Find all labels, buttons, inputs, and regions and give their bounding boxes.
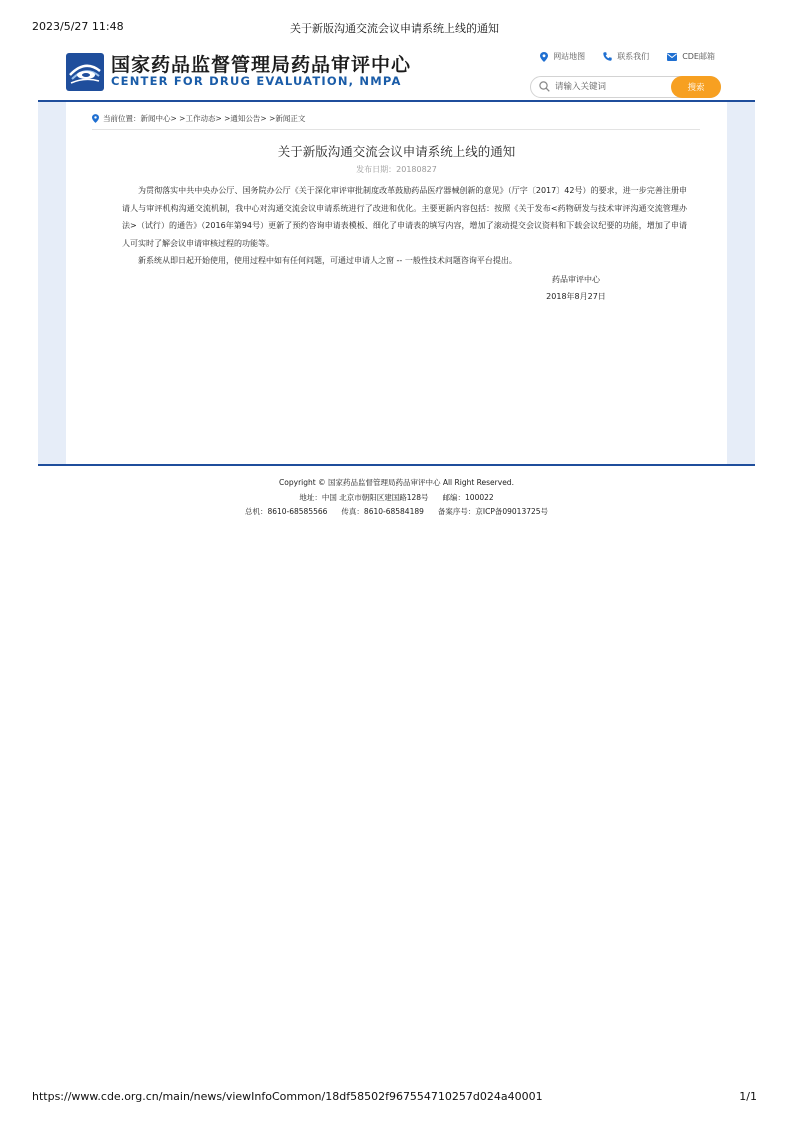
signature: 药品审评中心 <box>552 275 600 284</box>
contact-link[interactable] <box>603 51 649 62</box>
site-title-en[interactable]: CENTER FOR DRUG EVALUATION, NMPA <box>111 74 402 88</box>
top-links <box>540 51 715 62</box>
fax: 传真：8610-68584189 <box>341 507 424 516</box>
print-footer <box>32 1090 757 1104</box>
sitemap-link[interactable] <box>540 51 585 62</box>
content-frame <box>38 102 755 464</box>
site-header <box>38 44 755 100</box>
envelope-icon <box>667 53 677 61</box>
print-page-title: 关于新版沟通交流会议申请系统上线的通知 <box>290 22 499 35</box>
address: 地址：中国 北京市朝阳区建国路128号 <box>299 492 429 502</box>
sitemap-label: 网站地图 <box>553 52 586 61</box>
article-signature-block <box>506 271 646 305</box>
search-button[interactable]: 搜索 <box>671 76 721 98</box>
location-pin-icon <box>92 114 99 123</box>
site-title-cn[interactable]: 国家药品监督管理局药品审评中心 <box>111 54 412 76</box>
print-url: https://www.cde.org.cn/main/news/viewInfoCommon/18df58502f967554710257d024a40001 <box>32 1090 543 1103</box>
postcode: 邮编：100022 <box>442 492 494 502</box>
cde-logo-icon[interactable] <box>66 53 104 91</box>
location-pin-icon <box>540 52 548 62</box>
article-title: 关于新版沟通交流会议申请系统上线的通知 <box>277 144 516 159</box>
cde-mail-link[interactable] <box>667 51 715 62</box>
cde-mail-label: CDE邮箱 <box>682 52 715 61</box>
article-container <box>66 102 727 464</box>
site-footer <box>38 476 755 520</box>
print-datetime: 2023/5/27 11:48 <box>32 20 124 33</box>
print-page-number: 1/1 <box>739 1090 757 1103</box>
footer-divider <box>38 464 755 466</box>
article-body <box>122 182 687 270</box>
search-icon <box>539 81 550 92</box>
address-line <box>38 491 755 506</box>
article-paragraph: 为贯彻落实中共中央办公厅、国务院办公厅《关于深化审评审批制度改革鼓励药品医疗器械创新的意见》（厅字〔2017〕42号）的要求，进一步完善注册申请人与审评机构沟通交流机制，我中心对沟通交流会议申请系统进行了改进和优化。主要更新内容包括：按照《关于发布<药物研发与技术审评沟通交流管理办法>（试行）的通告》（2016年第94号）更新了预约咨询申请表模板、细化了申请表的填写内容，增加了滚动提交会议资料和下载会议纪要的功能，增加了申请人可实时了解会议申请审核过程的功能等。 <box>122 186 687 248</box>
copyright: Copyright © 国家药品监督管理局药品审评中心 All Right Reserved. <box>279 478 514 487</box>
phone: 总机：8610-68585566 <box>244 507 328 516</box>
contact-label: 联系我们 <box>617 52 650 61</box>
icp-record[interactable]: 备案序号：京ICP备09013725号 <box>437 507 549 516</box>
breadcrumb-path[interactable]: 新闻中心> >工作动态> >通知公告> >新闻正文 <box>140 114 306 123</box>
breadcrumb-label: 当前位置： <box>103 114 141 123</box>
article-paragraph: 新系统从即日起开始使用，使用过程中如有任何问题，可通过申请人之窗 -- 一般性技术问题咨询平台提出。 <box>138 256 517 265</box>
publish-date: 发布日期：20180827 <box>356 165 437 174</box>
phone-icon <box>603 52 612 61</box>
print-header <box>32 20 757 34</box>
search-box <box>530 76 721 98</box>
search-input[interactable] <box>555 80 665 94</box>
sign-date: 2018年8月27日 <box>546 292 606 301</box>
contact-line <box>38 505 755 520</box>
breadcrumb <box>92 114 700 130</box>
